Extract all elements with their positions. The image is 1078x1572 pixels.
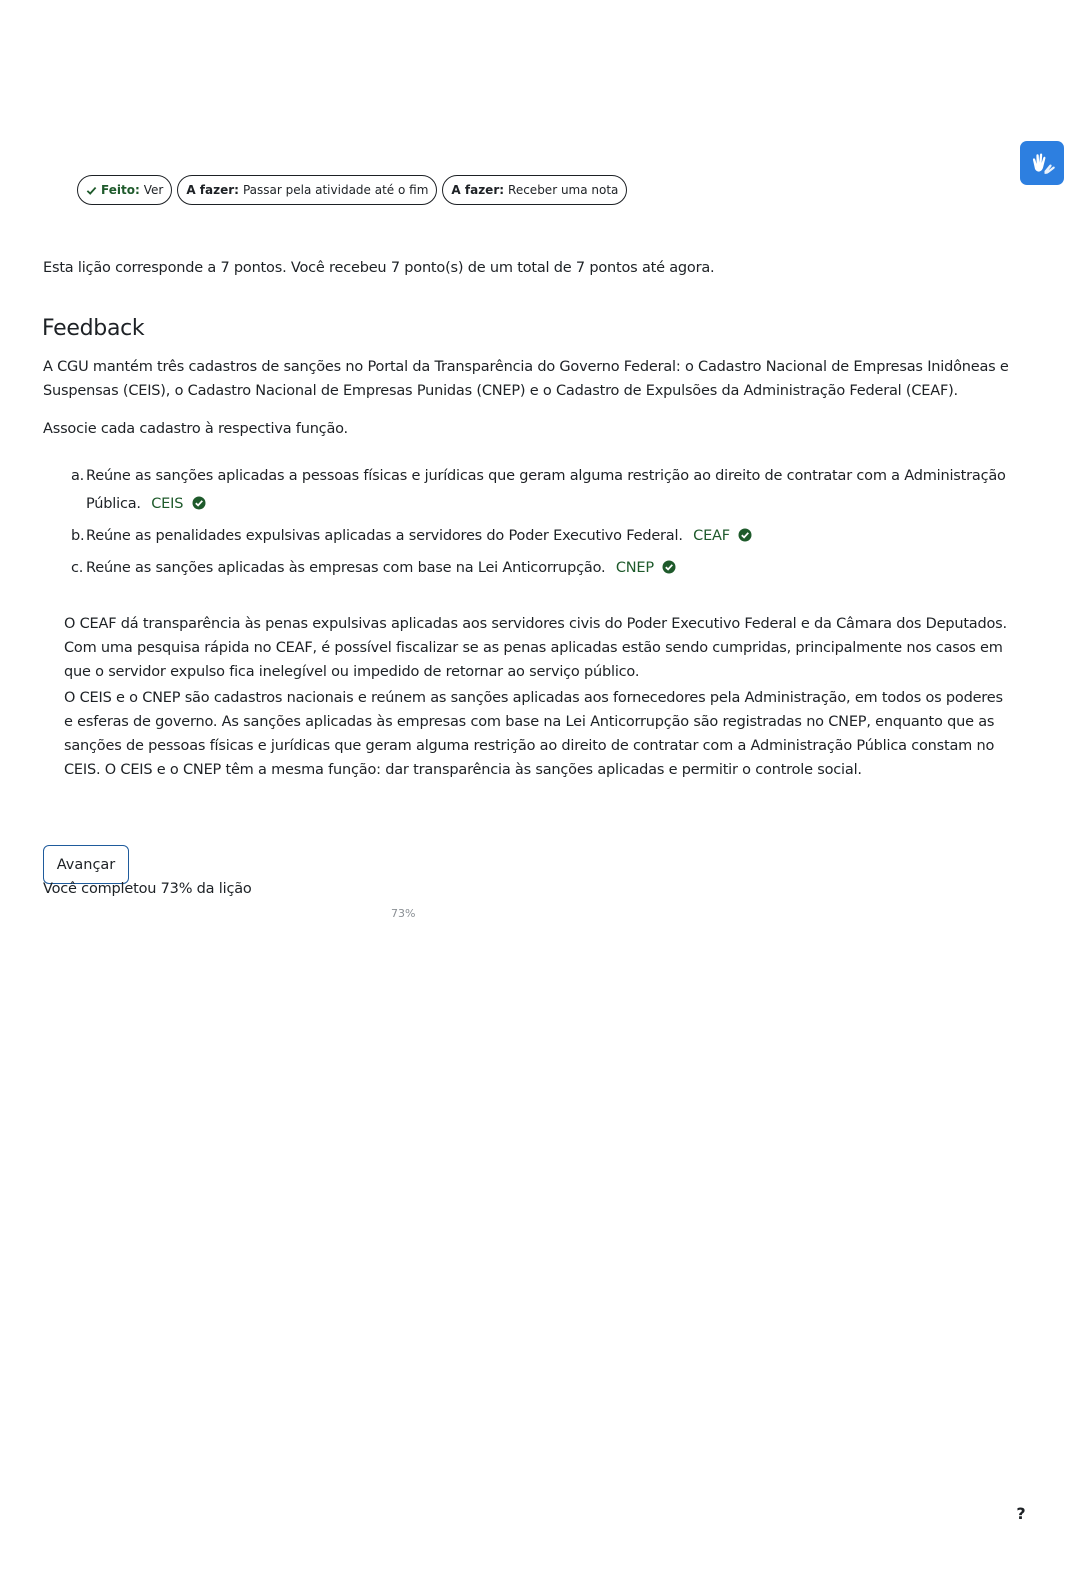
answer-marker: a. — [71, 468, 85, 484]
completion-condition-text: Receber uma nota — [508, 183, 619, 197]
sign-language-hands-icon — [1027, 148, 1057, 178]
lesson-progress-text: Você completou 73% da lição — [43, 881, 252, 897]
completion-condition-text: Passar pela atividade até o fim — [242, 183, 429, 197]
feedback-heading: Feedback — [42, 316, 145, 341]
completion-condition-view — [77, 175, 172, 205]
correct-check-circle-icon — [192, 496, 206, 510]
next-button[interactable]: Avançar — [43, 845, 129, 884]
correct-check-circle-icon — [738, 528, 752, 542]
help-button[interactable]: ? — [1016, 1503, 1026, 1523]
answer-marker: b. — [71, 528, 85, 544]
completion-condition-grade — [442, 175, 627, 205]
activity-completion-bar — [77, 175, 627, 205]
completion-status-label: Feito: — [101, 183, 140, 197]
answer-item — [71, 462, 1016, 518]
lesson-points-text: Esta lição corresponde a 7 pontos. Você recebeu 7 ponto(s) de um total de 7 pontos até agora. — [43, 260, 715, 276]
answer-question: Reúne as sanções aplicadas às empresas com base na Lei Anticorrupção. — [86, 560, 606, 576]
feedback-explanation — [64, 612, 1014, 784]
lesson-progress-fill — [43, 906, 570, 920]
correct-check-circle-icon — [662, 560, 676, 574]
feedback-instruction: Associe cada cadastro à respectiva função. — [43, 421, 348, 437]
answer-list — [71, 462, 1016, 586]
answer-value: CNEP — [615, 560, 654, 576]
completion-condition-text: Ver — [143, 183, 164, 197]
feedback-intro: A CGU mantém três cadastros de sanções no Portal da Transparência do Governo Federal: o Cadastro Nacional de Empresas Inidôneas e Suspensas (CEIS), o Cadastro Nacional de Empresas Punidas (CNEP) e o Cadastro de Expulsões da Administração Federal (CEAF). — [43, 359, 1009, 399]
answer-question: Reúne as sanções aplicadas a pessoas físicas e jurídicas que geram alguma restrição ao direito de contratar com a Administração Pública. — [86, 468, 1006, 512]
completion-status-label: A fazer: — [186, 183, 239, 197]
answer-value: CEIS — [151, 496, 184, 512]
answer-marker: c. — [71, 560, 84, 576]
explanation-paragraph: O CEIS e o CNEP são cadastros nacionais e reúnem as sanções aplicadas aos fornecedores pela Administração, em todos os poderes e esferas de governo. As sanções aplicadas às empresas com base na Lei Anticorrupção são registradas no CNEP, enquanto que as sanções de pessoas físicas e jurídicas que geram alguma restrição ao direito de contratar com a Administração Pública constam no CEIS. O CEIS e o CNEP têm a mesma função: dar transparência às sanções aplicadas e permitir o controle social. — [64, 690, 1003, 778]
check-icon — [86, 185, 97, 196]
answer-question: Reúne as penalidades expulsivas aplicadas a servidores do Poder Executivo Federal. — [86, 528, 683, 544]
answer-item — [71, 522, 1016, 550]
completion-status-label: A fazer: — [451, 183, 505, 197]
lesson-progress-label: 73% — [391, 907, 416, 920]
completion-condition-finish — [177, 175, 437, 205]
explanation-paragraph: O CEAF dá transparência às penas expulsivas aplicadas aos servidores civis do Poder Executivo Federal e da Câmara dos Deputados. Com uma pesquisa rápida no CEAF, é possível fiscalizar se as penas aplicadas estão sendo cumpridas, principalmente nos casos em que o servidor expulso fica inelegível ou impedido de retornar ao serviço público. — [64, 616, 1007, 680]
vlibras-accessibility-button[interactable] — [1020, 141, 1064, 185]
answer-value: CEAF — [693, 528, 730, 544]
answer-item — [71, 554, 1016, 582]
